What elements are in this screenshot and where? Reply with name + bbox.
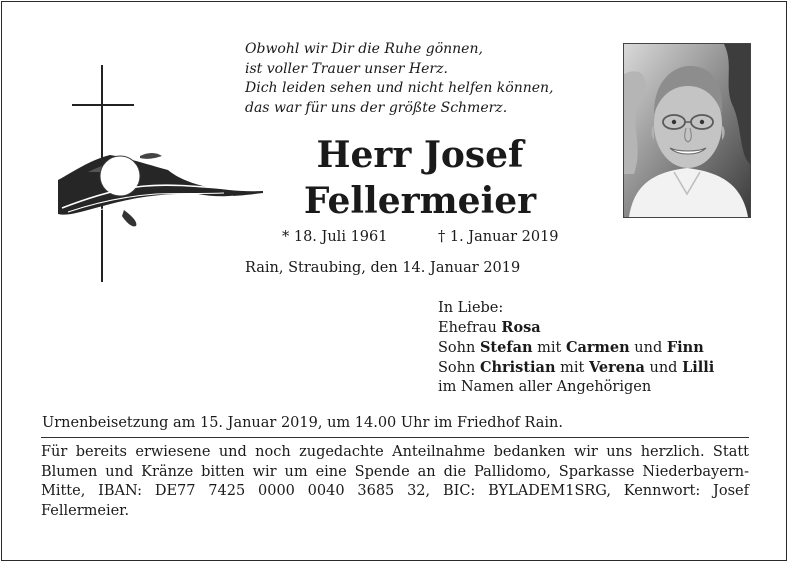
mourner-text: mit bbox=[532, 340, 566, 356]
poem-line: das war für uns der größte Schmerz. bbox=[245, 99, 508, 116]
poem-line: ist voller Trauer unser Herz. bbox=[245, 60, 448, 77]
place-and-date: Rain, Straubing, den 14. Januar 2019 bbox=[245, 260, 521, 276]
poem-line: Dich leiden sehen und nicht helfen können, bbox=[245, 80, 554, 96]
birth-date: * 18. Juli 1961 bbox=[282, 229, 388, 245]
mourner-row bbox=[438, 318, 714, 338]
thanks-paragraph: Für bereits erwiesene und noch zugedachte Anteilnahme bedanken wir uns herzlich. Statt Blumen und Kränze bitten wir um eine Spende an die Pallidomo, Sparkasse Niederbayern-Mitte, IBAN: DE77 7425 0000 0040 3685 32, BIC: BYLADEM1SRG, Kennwort: Josef Fellermeier. bbox=[41, 444, 749, 519]
mourner-text: Sohn bbox=[438, 340, 480, 356]
mourner-text: und bbox=[644, 360, 683, 376]
mourner-row bbox=[438, 338, 714, 358]
mourner-name: Rosa bbox=[501, 319, 541, 336]
mourners-list bbox=[438, 299, 714, 397]
mourner-name: Verena bbox=[588, 359, 645, 376]
mourner-text: mit bbox=[555, 360, 589, 376]
mourners-intro: In Liebe: bbox=[438, 300, 504, 316]
portrait-photo bbox=[623, 43, 751, 218]
portrait-image bbox=[624, 44, 750, 217]
mourner-row bbox=[438, 378, 714, 397]
mourner-row bbox=[438, 358, 714, 378]
poem-line: Obwohl wir Dir die Ruhe gönnen, bbox=[245, 41, 483, 57]
death-date: † 1. Januar 2019 bbox=[438, 229, 559, 245]
mourner-name: Lilli bbox=[682, 359, 715, 376]
cross-and-landscape-illustration bbox=[28, 60, 268, 285]
mourner-text: Ehefrau bbox=[438, 320, 502, 336]
mourner-name: Carmen bbox=[565, 339, 630, 356]
deceased-name-line2: Fellermeier bbox=[303, 180, 537, 222]
mourner-text: im Namen aller Angehörigen bbox=[438, 379, 652, 395]
poem bbox=[245, 40, 554, 118]
mourner-name: Finn bbox=[666, 339, 704, 356]
sun-over-mountains-icon bbox=[58, 153, 263, 226]
burial-notice: Urnenbeisetzung am 15. Januar 2019, um 14.00 Uhr im Friedhof Rain. bbox=[42, 415, 564, 431]
mourner-name: Stefan bbox=[479, 339, 533, 356]
deceased-name-line1: Herr Josef bbox=[316, 134, 524, 176]
divider bbox=[41, 437, 749, 438]
mourner-name: Christian bbox=[479, 359, 556, 376]
mourner-text: und bbox=[629, 340, 667, 356]
mourner-text: Sohn bbox=[438, 360, 480, 376]
